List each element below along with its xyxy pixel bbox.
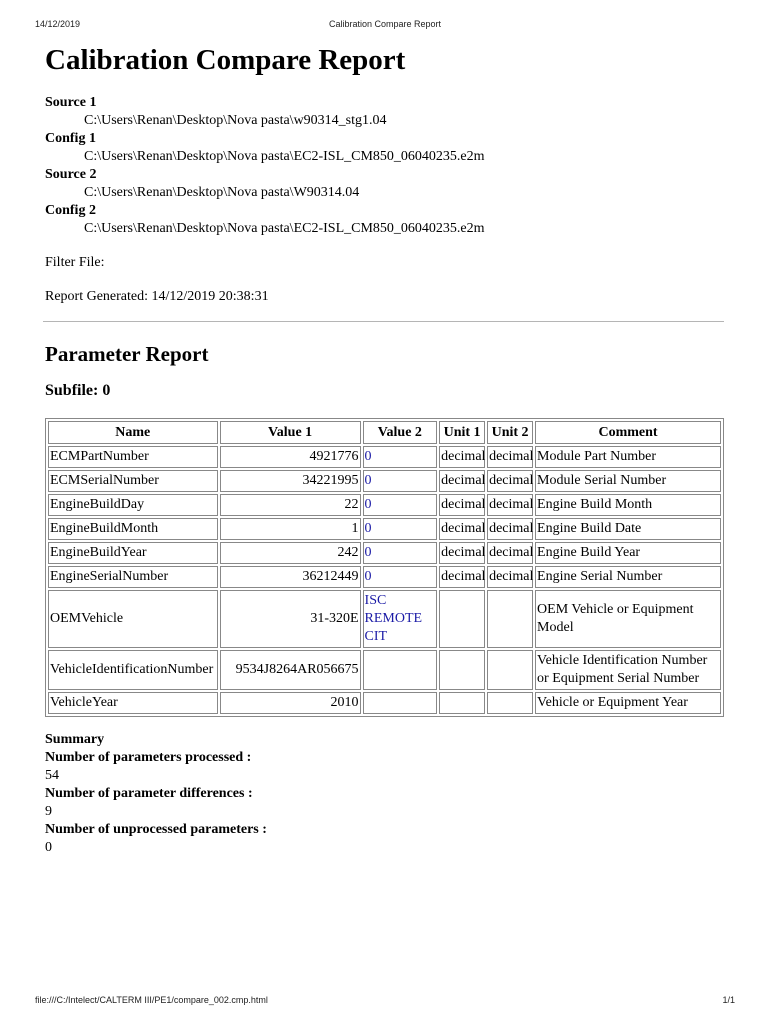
cell-value2 bbox=[363, 650, 438, 690]
cell-unit1: decimal bbox=[439, 446, 485, 468]
cell-name: EngineSerialNumber bbox=[48, 566, 218, 588]
table-row bbox=[48, 494, 721, 516]
cell-value2 bbox=[363, 692, 438, 714]
print-page-number: 1/1 bbox=[722, 995, 735, 1005]
table-row bbox=[48, 590, 721, 648]
column-header-value2: Value 2 bbox=[363, 421, 438, 444]
print-date: 14/12/2019 bbox=[35, 19, 81, 29]
cell-unit2: decimal bbox=[487, 542, 533, 564]
column-header-unit1: Unit 1 bbox=[439, 421, 485, 444]
print-url: file:///C:/Intelect/CALTERM III/PE1/compare_002.cmp.html bbox=[35, 995, 268, 1005]
cell-value2: ISC REMOTE CIT bbox=[363, 590, 438, 648]
cell-name: ECMSerialNumber bbox=[48, 470, 218, 492]
cell-value1: 36212449 bbox=[220, 566, 361, 588]
source2-path: C:\Users\Renan\Desktop\Nova pasta\W90314.04 bbox=[84, 185, 360, 200]
config1-label: Config 1 bbox=[45, 131, 96, 146]
parameter-table bbox=[45, 418, 724, 717]
config2-label: Config 2 bbox=[45, 203, 96, 218]
filter-file: Filter File: bbox=[45, 255, 105, 270]
cell-unit2: decimal bbox=[487, 470, 533, 492]
cell-comment: Engine Build Year bbox=[535, 542, 721, 564]
print-header bbox=[35, 19, 735, 31]
cell-name: VehicleYear bbox=[48, 692, 218, 714]
cell-value2: 0 bbox=[363, 542, 438, 564]
cell-name: EngineBuildYear bbox=[48, 542, 218, 564]
differences-label: Number of parameter differences : bbox=[45, 786, 253, 801]
config2-path: C:\Users\Renan\Desktop\Nova pasta\EC2-ISL_CM850_06040235.e2m bbox=[84, 221, 485, 236]
cell-unit2: decimal bbox=[487, 518, 533, 540]
cell-value1: 2010 bbox=[220, 692, 361, 714]
print-title: Calibration Compare Report bbox=[328, 19, 442, 29]
cell-unit2 bbox=[487, 650, 533, 690]
cell-unit1: decimal bbox=[439, 518, 485, 540]
cell-name: ECMPartNumber bbox=[48, 446, 218, 468]
table-row bbox=[48, 650, 721, 690]
cell-comment: OEM Vehicle or Equipment Model bbox=[535, 590, 721, 648]
table-row bbox=[48, 470, 721, 492]
cell-comment: Vehicle Identification Number or Equipment Serial Number bbox=[535, 650, 721, 690]
cell-unit2: decimal bbox=[487, 566, 533, 588]
cell-value1: 34221995 bbox=[220, 470, 361, 492]
cell-value2: 0 bbox=[363, 446, 438, 468]
page-title: Calibration Compare Report bbox=[45, 44, 406, 76]
cell-name: VehicleIdentificationNumber bbox=[48, 650, 218, 690]
cell-value1: 4921776 bbox=[220, 446, 361, 468]
processed-label: Number of parameters processed : bbox=[45, 750, 252, 765]
cell-name: EngineBuildMonth bbox=[48, 518, 218, 540]
cell-name: EngineBuildDay bbox=[48, 494, 218, 516]
print-footer bbox=[35, 995, 735, 1007]
cell-unit2 bbox=[487, 692, 533, 714]
parameter-report-heading: Parameter Report bbox=[45, 342, 209, 366]
summary-heading: Summary bbox=[45, 732, 105, 747]
cell-value1: 1 bbox=[220, 518, 361, 540]
source1-path: C:\Users\Renan\Desktop\Nova pasta\w90314_stg1.04 bbox=[84, 113, 387, 128]
cell-unit1: decimal bbox=[439, 494, 485, 516]
cell-unit2 bbox=[487, 590, 533, 648]
cell-value2: 0 bbox=[363, 566, 438, 588]
table-row bbox=[48, 446, 721, 468]
cell-unit1: decimal bbox=[439, 566, 485, 588]
subfile-heading: Subfile: 0 bbox=[45, 382, 111, 399]
cell-value2: 0 bbox=[363, 470, 438, 492]
cell-unit2: decimal bbox=[487, 446, 533, 468]
table-row bbox=[48, 566, 721, 588]
unprocessed-value: 0 bbox=[45, 840, 52, 855]
differences-value: 9 bbox=[45, 804, 52, 819]
cell-name: OEMVehicle bbox=[48, 590, 218, 648]
report-content bbox=[45, 40, 725, 857]
section-divider bbox=[43, 321, 724, 322]
column-header-unit2: Unit 2 bbox=[487, 421, 533, 444]
table-header-row bbox=[48, 421, 721, 444]
cell-value1: 22 bbox=[220, 494, 361, 516]
cell-value2: 0 bbox=[363, 518, 438, 540]
processed-value: 54 bbox=[45, 768, 59, 783]
cell-unit1: decimal bbox=[439, 470, 485, 492]
cell-comment: Engine Build Month bbox=[535, 494, 721, 516]
table-row bbox=[48, 542, 721, 564]
source2-label: Source 2 bbox=[45, 167, 97, 182]
cell-unit1 bbox=[439, 650, 485, 690]
config1-path: C:\Users\Renan\Desktop\Nova pasta\EC2-ISL_CM850_06040235.e2m bbox=[84, 149, 485, 164]
source-info bbox=[45, 94, 725, 238]
column-header-comment: Comment bbox=[535, 421, 721, 444]
cell-comment: Vehicle or Equipment Year bbox=[535, 692, 721, 714]
cell-value1: 242 bbox=[220, 542, 361, 564]
cell-unit1 bbox=[439, 692, 485, 714]
summary-section bbox=[45, 731, 725, 857]
cell-comment: Module Part Number bbox=[535, 446, 721, 468]
source1-label: Source 1 bbox=[45, 95, 97, 110]
cell-comment: Engine Build Date bbox=[535, 518, 721, 540]
column-header-name: Name bbox=[48, 421, 218, 444]
cell-unit2: decimal bbox=[487, 494, 533, 516]
table-row bbox=[48, 692, 721, 714]
table-row bbox=[48, 518, 721, 540]
cell-comment: Engine Serial Number bbox=[535, 566, 721, 588]
cell-unit1: decimal bbox=[439, 542, 485, 564]
cell-unit1 bbox=[439, 590, 485, 648]
report-generated: Report Generated: 14/12/2019 20:38:31 bbox=[45, 289, 269, 304]
cell-comment: Module Serial Number bbox=[535, 470, 721, 492]
cell-value1: 9534J8264AR056675 bbox=[220, 650, 361, 690]
cell-value2: 0 bbox=[363, 494, 438, 516]
cell-value1: 31-320E bbox=[220, 590, 361, 648]
unprocessed-label: Number of unprocessed parameters : bbox=[45, 822, 267, 837]
column-header-value1: Value 1 bbox=[220, 421, 361, 444]
